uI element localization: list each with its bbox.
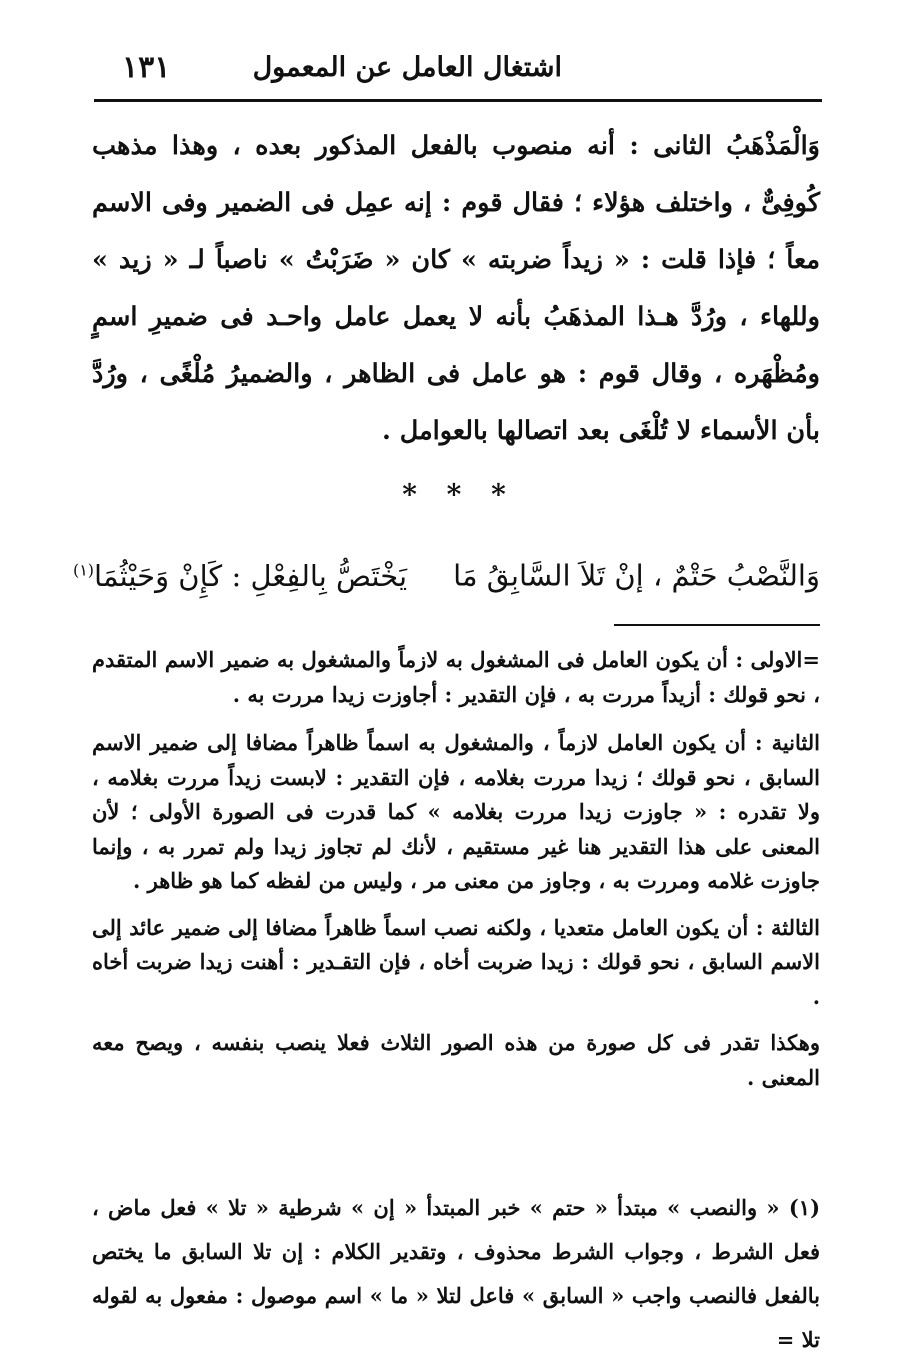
- verse-left-half-text: يَخْتَصُّ بِالفِعْلِ : كَإِنْ وَحَيْثُمَا: [94, 558, 408, 593]
- chapter-title: اشتغال العامل عن المعمول: [252, 52, 562, 83]
- commentary-first: [92, 643, 820, 712]
- section-separator: * * *: [402, 478, 516, 511]
- main-paragraph: وَالْمَذْهَبُ الثانى : أنه منصوب بالفعل المذكور بعده ، وهذا مذهب كُوفِىٌّ ، واختلف هؤلاء ؛ فقال قوم : إنه عمِل فى الضمير وفى الاسم معاً ؛ فإذا قلت : « زيداً ضربته » كان « ضَرَبْتُ » ناصباً لـ « زيد » وللهاء ، ورُدَّ هـذا المذهَبُ بأنه لا يعمل عامل واحـد فى ضميرِ اسمٍ ومُظْهَره ، وقال قوم : هو عامل فى الظاهر ، والضميرُ مُلْغًى ، ورُدَّ بأن الأسماء لا تُلْغَى بعد اتصالها بالعوامل .: [92, 131, 820, 446]
- footnote: [92, 1186, 820, 1362]
- commentary: [92, 643, 820, 1107]
- main-text: [92, 118, 820, 460]
- running-header: [92, 44, 822, 96]
- page-number: ١٣١: [122, 50, 171, 85]
- commentary-rule: [614, 624, 820, 626]
- verse-right-half: وَالنَّصْبُ حَتْمٌ ، إنْ تَلاَ السَّابِقُ مَا: [453, 558, 820, 593]
- commentary-third: الثالثة : أن يكون العامل متعديا ، ولكنه نصب اسماً ظاهراً مضافا إلى ضمير عائد إلى الاسم السابق ، نحو قولك : زيدا ضربت أخاه ، فإن التقـدير : أهنت زيدا ضربت أخاه .: [92, 914, 820, 1009]
- header-rule: [94, 99, 822, 102]
- footnote-text: (١) « والنصب » مبتدأ « حتم » خبر المبتدأ « إن » شرطية « تلا » فعل ماض ، فعل الشرط ، وجواب الشرط محذوف ، وتقدير الكلام : إن تلا السابق ما يختص بالفعل فالنصب واجب « السابق » فاعل لتلا « ما » اسم موصول : مفعول به لقوله تلا =: [92, 1195, 820, 1352]
- verse-left-half: [73, 559, 453, 593]
- footnote-marker: (١): [72, 560, 95, 579]
- continuation-dash: =: [802, 647, 820, 672]
- commentary-fourth: وهكذا تقدر فى كل صورة من هذه الصور الثلاث فعلا ينصب بنفسه ، ويصح معه المعنى .: [92, 1030, 820, 1090]
- commentary-first-text: الاولى : أن يكون العامل فى المشغول به لازماً والمشغول به ضمير الاسم المتقدم ، نحو قولك : أزيداً مررت به ، فإن التقدير : أجاوزت زيدا مررت به .: [92, 647, 820, 707]
- commentary-second: الثانية : أن يكون العامل لازماً ، والمشغول به اسماً ظاهراً مضافا إلى ضمير الاسم السابق ، نحو قولك ؛ زيدا مررت بغلامه ، فإن التقدير : لابست زيداً مررت بغلامه ، ولا تقدره : « جاوزت زيدا مررت بغلامه » كما قدرت فى الصورة الأولى ؛ لأن المعنى على هذا التقدير هنا غير مستقيم ، لأنك لم تجاوز زيدا ولم تمرر به ، وإنما جاوزت غلامه ومررت به ، وجاوز من معنى مر ، وليس من لفظه كما هو ظاهر .: [92, 730, 820, 893]
- verse-line: [72, 540, 820, 606]
